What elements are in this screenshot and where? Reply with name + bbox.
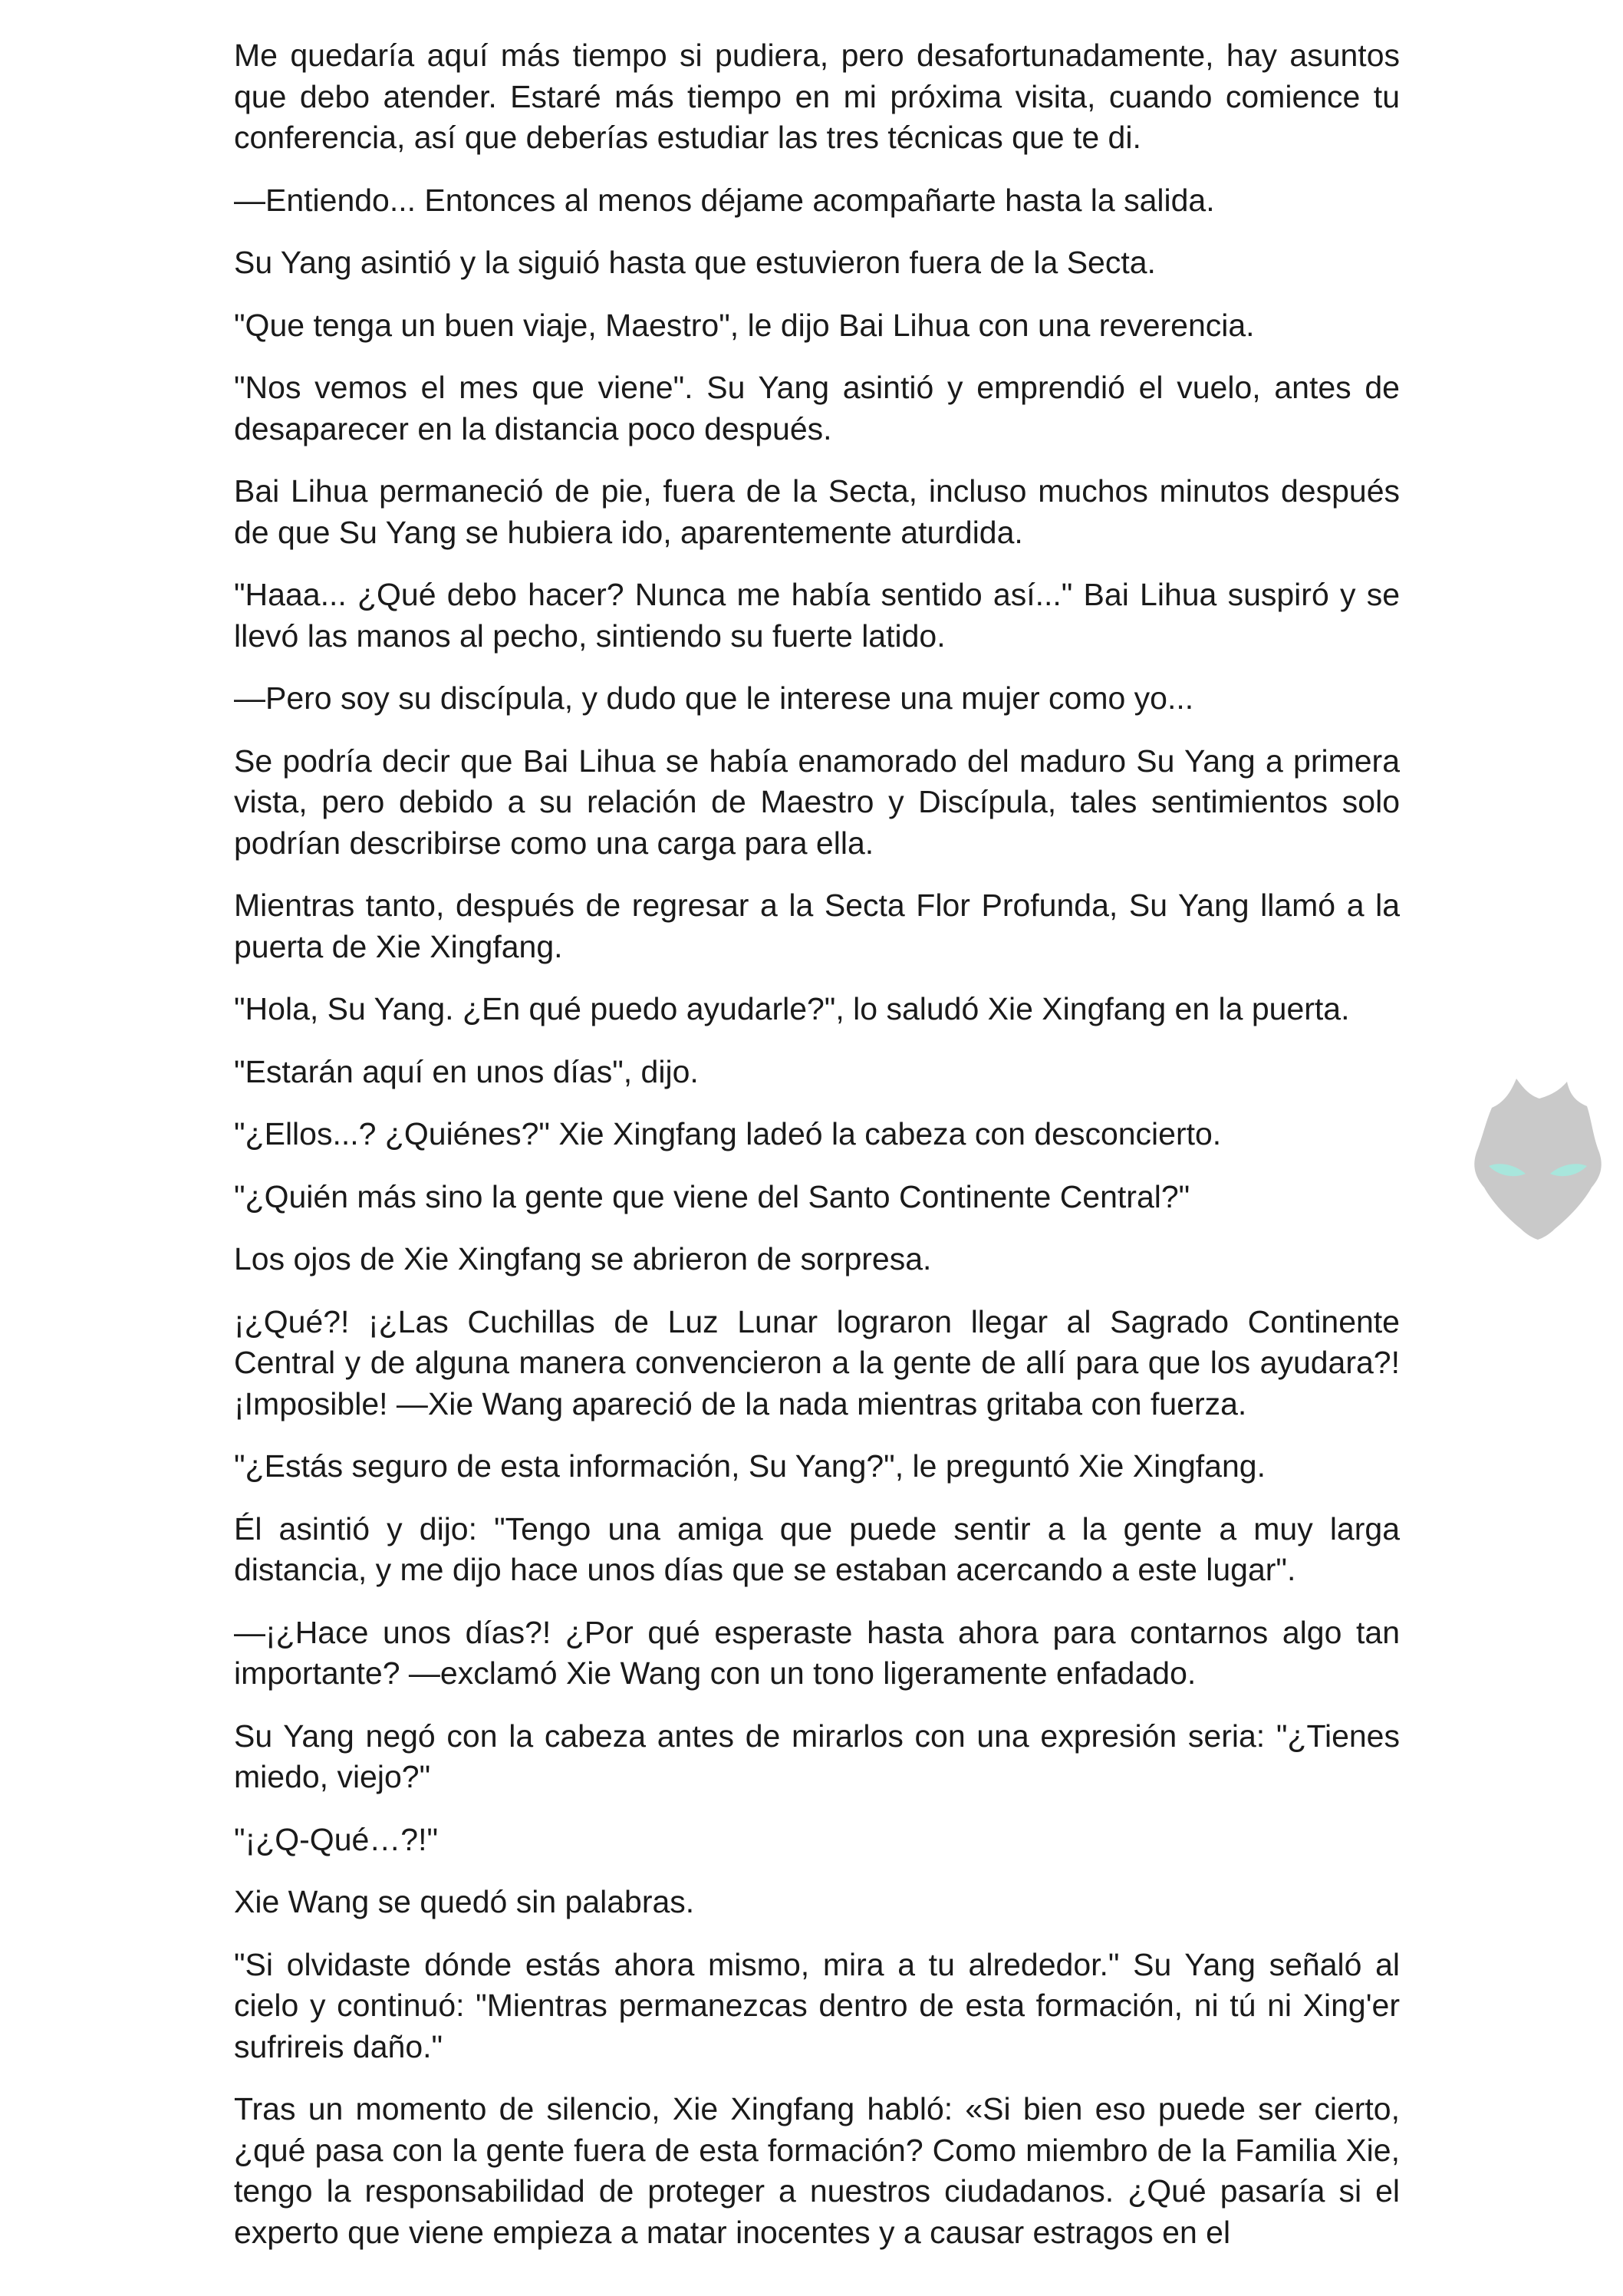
- paragraph: Me quedaría aquí más tiempo si pudiera, pero desafortunadamente, hay asuntos que debo atender. Estaré más tiempo en mi próxima visita, cuando comience tu conferencia, así que deberías estudiar las tres técnicas que te di.: [234, 38, 1400, 155]
- demon-head-icon: [1469, 1072, 1607, 1241]
- paragraph: Tras un momento de silencio, Xie Xingfang habló: «Si bien eso puede ser cierto, ¿qué pasa con la gente fuera de esta formación? Como miembro de la Familia Xie, tengo la responsabilidad de proteger a nuestros ciudadanos. ¿Qué pasaría si el experto que viene empieza a matar inocentes y a causar estragos en el: [234, 2091, 1400, 2250]
- paragraph: "¿Ellos...? ¿Quiénes?" Xie Xingfang ladeó la cabeza con desconcierto.: [234, 1116, 1222, 1151]
- paragraph: —¡¿Hace unos días?! ¿Por qué esperaste hasta ahora para contarnos algo tan importante? —exclamó Xie Wang con un tono ligeramente enfadado.: [234, 1614, 1400, 1691]
- paragraph: Bai Lihua permaneció de pie, fuera de la Secta, incluso muchos minutos después de que Su Yang se hubiera ido, aparentemente aturdida.: [234, 473, 1400, 550]
- paragraph: "Que tenga un buen viaje, Maestro", le dijo Bai Lihua con una reverencia.: [234, 307, 1255, 343]
- paragraph: "Estarán aquí en unos días", dijo.: [234, 1053, 699, 1089]
- paragraph: Él asintió y dijo: "Tengo una amiga que puede sentir a la gente a muy larga distancia, y me dijo hace unos días que se estaban acercando a este lugar".: [234, 1510, 1400, 1587]
- paragraph: "Hola, Su Yang. ¿En qué puedo ayudarle?", lo saludó Xie Xingfang en la puerta.: [234, 991, 1350, 1026]
- paragraph: Xie Wang se quedó sin palabras.: [234, 1884, 695, 1919]
- paragraph: "Si olvidaste dónde estás ahora mismo, mira a tu alrededor." Su Yang señaló al cielo y continuó: "Mientras permanezcas dentro de esta formación, ni tú ni Xing'er sufrireis daño.": [234, 1946, 1400, 2064]
- paragraph: Mientras tanto, después de regresar a la Secta Flor Profunda, Su Yang llamó a la puerta de Xie Xingfang.: [234, 888, 1400, 964]
- paragraph: Su Yang negó con la cabeza antes de mirarlos con una expresión seria: "¿Tienes miedo, viejo?": [234, 1718, 1400, 1794]
- paragraph: "¿Estás seguro de esta información, Su Yang?", le preguntó Xie Xingfang.: [234, 1448, 1266, 1484]
- paragraph: —Pero soy su discípula, y dudo que le interese una mujer como yo...: [234, 680, 1194, 716]
- paragraph: "¿Quién más sino la gente que viene del Santo Continente Central?": [234, 1178, 1190, 1214]
- text-column: [234, 35, 1400, 2275]
- paragraph: Su Yang asintió y la siguió hasta que estuvieron fuera de la Secta.: [234, 245, 1156, 280]
- paragraph: "Haaa... ¿Qué debo hacer? Nunca me había sentido así..." Bai Lihua suspiró y se llevó las manos al pecho, sintiendo su fuerte latido.: [234, 577, 1400, 654]
- paragraph: Los ojos de Xie Xingfang se abrieron de sorpresa.: [234, 1241, 932, 1276]
- paragraph: Se podría decir que Bai Lihua se había enamorado del maduro Su Yang a primera vista, pero debido a su relación de Maestro y Discípula, tales sentimientos solo podrían describirse como una carga para ella.: [234, 743, 1400, 861]
- paragraph: —Entiendo... Entonces al menos déjame acompañarte hasta la salida.: [234, 182, 1215, 218]
- paragraph: "¡¿Q-Qué…?!": [234, 1821, 439, 1857]
- paragraph: "Nos vemos el mes que viene". Su Yang asintió y emprendió el vuelo, antes de desaparecer en la distancia poco después.: [234, 370, 1400, 446]
- paragraph: ¡¿Qué?! ¡¿Las Cuchillas de Luz Lunar lograron llegar al Sagrado Continente Central y de alguna manera convencieron a la gente de allí para que los ayudara?! ¡Imposible! —Xie Wang apareció de la nada mientras gritaba con fuerza.: [234, 1303, 1400, 1421]
